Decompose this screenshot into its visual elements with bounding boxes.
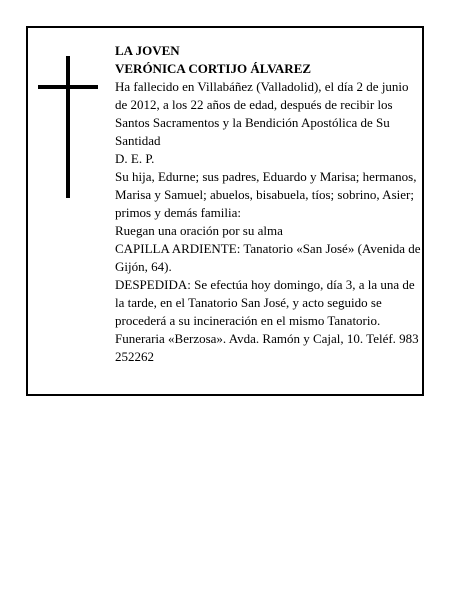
prayer-request: Ruegan una oración por su alma bbox=[115, 223, 283, 238]
notice-heading: LA JOVEN bbox=[115, 43, 180, 58]
capilla-ardiente: CAPILLA ARDIENTE: Tanatorio «San José» (Avenida de Gijón, 64). bbox=[115, 241, 421, 274]
obituary-notice bbox=[26, 26, 424, 396]
funeraria-info: Funeraria «Berzosa». Avda. Ramón y Cajal, 10. Teléf. 983 252262 bbox=[115, 331, 419, 364]
despedida-info: DESPEDIDA: Se efectúa hoy domingo, día 3, a la una de la tarde, en el Tanatorio San José, y acto seguido se procederá a su incineración en el mismo Tanatorio. bbox=[115, 277, 415, 328]
deceased-name: VERÓNICA CORTIJO ÁLVAREZ bbox=[115, 61, 312, 76]
cross-horizontal-bar bbox=[38, 85, 98, 89]
cross-vertical-bar bbox=[66, 56, 70, 198]
latin-cross-icon bbox=[38, 56, 98, 198]
dep-line: D. E. P. bbox=[115, 151, 155, 166]
family-list: Su hija, Edurne; sus padres, Eduardo y Marisa; hermanos, Marisa y Samuel; abuelos, bisabuela, tíos; sobrino, Asier; primos y demás familia: bbox=[115, 169, 417, 220]
notice-text bbox=[115, 42, 421, 366]
death-announcement: Ha fallecido en Villabáñez (Valladolid), el día 2 de junio de 2012, a los 22 años de edad, después de recibir los Santos Sacramentos y la Bendición Apostólica de Su Santidad bbox=[115, 79, 409, 148]
